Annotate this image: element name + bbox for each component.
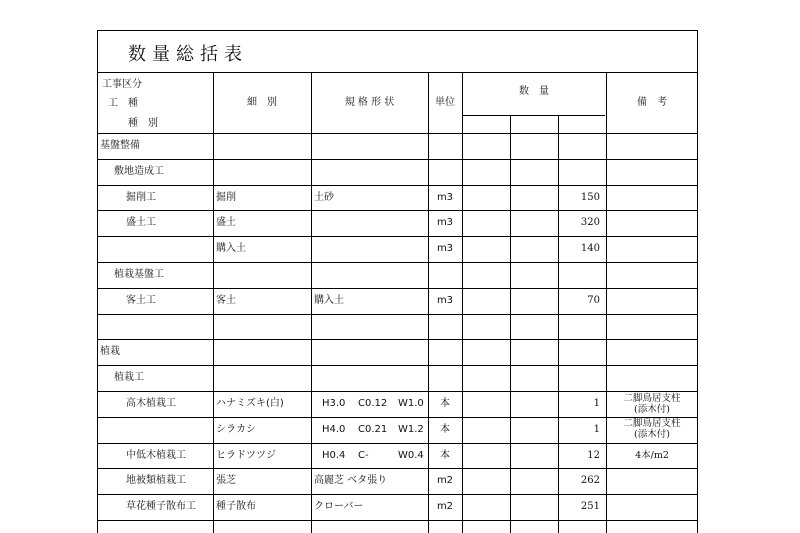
cell-spec: 土砂 [314, 191, 334, 203]
cell-saibetsu: 購入土 [216, 243, 246, 255]
header-shu: 工 種 [108, 98, 138, 109]
cell-kubun: 中低木植栽工 [126, 449, 186, 461]
cell-tani: m3 [436, 243, 454, 255]
cell-saibetsu: 掘削 [216, 191, 236, 203]
row-line [98, 314, 697, 315]
cell-qty: 1 [593, 423, 600, 435]
cell-biko-line1: 二脚鳥居支柱 [623, 418, 681, 430]
col-divider-biko [606, 73, 607, 533]
cell-spec-w: W1.0 [398, 397, 424, 409]
cell-qty: 70 [587, 294, 600, 306]
cell-spec: 高麗芝 ベタ張り [314, 475, 388, 487]
cell-kubun: 高木植栽工 [126, 397, 176, 409]
row-line [98, 443, 697, 444]
cell-kubun: 草花種子散布工 [126, 501, 196, 513]
row-line [98, 159, 697, 160]
cell-qty: 320 [580, 217, 600, 229]
cell-kubun: 植栽 [100, 346, 120, 358]
row-line [98, 365, 697, 366]
cell-kubun: 植栽基盤工 [114, 268, 164, 280]
row-line [98, 520, 697, 521]
col-divider-tani [462, 73, 463, 533]
header-tani: 単位 [435, 97, 455, 108]
cell-kubun: 敷地造成工 [114, 165, 164, 177]
cell-spec-h: H3.0 [322, 397, 346, 409]
cell-tani: m3 [436, 191, 454, 203]
cell-qty: 251 [580, 501, 600, 513]
header-sub-line [462, 115, 605, 116]
row-line [98, 468, 697, 469]
cell-biko-line2: (添木付) [634, 429, 670, 441]
cell-qty: 150 [580, 191, 600, 203]
cell-saibetsu: シラカシ [216, 423, 256, 435]
cell-qty: 1 [593, 397, 600, 409]
col-divider-qty-2 [558, 115, 559, 533]
header-biko: 備 考 [637, 97, 667, 108]
header-kubun: 工事区分 [102, 79, 142, 90]
row-line [98, 210, 697, 211]
cell-spec-c: C0.12 [358, 397, 388, 409]
cell-spec-h: H4.0 [322, 423, 346, 435]
cell-tani: 本 [440, 449, 450, 461]
cell-tani: 本 [440, 423, 450, 435]
cell-qty: 140 [580, 243, 600, 255]
header-suryo: 数 量 [519, 86, 549, 97]
page-title: 数量総括表 [128, 44, 248, 65]
row-line [98, 494, 697, 495]
row-line [98, 288, 697, 289]
cell-qty: 262 [580, 475, 600, 487]
row-line [98, 339, 697, 340]
cell-tani: m2 [436, 501, 454, 513]
row-line [98, 185, 697, 186]
title-box [98, 31, 697, 73]
cell-biko: 4本/m2 [635, 449, 669, 461]
header-bottom-line [98, 133, 697, 134]
cell-biko-line1: 二脚鳥居支柱 [623, 392, 681, 404]
row-line [98, 262, 697, 263]
cell-biko-line2: (添木付) [634, 403, 670, 415]
col-divider-saibetsu [311, 73, 312, 533]
header-kikaku: 規 格 形 状 [344, 97, 395, 108]
col-divider-qty-1 [510, 115, 511, 533]
cell-spec-w: W1.2 [398, 423, 424, 435]
cell-spec-c: C- [358, 449, 369, 461]
cell-tani: m2 [436, 475, 454, 487]
cell-tani: m3 [436, 217, 454, 229]
cell-kubun: 基盤整備 [100, 139, 140, 151]
cell-kubun: 地被類植栽工 [126, 475, 186, 487]
cell-spec: クローバー [314, 501, 364, 513]
cell-spec-w: W0.4 [398, 449, 424, 461]
cell-saibetsu: 張芝 [216, 475, 236, 487]
quantity-summary-sheet [97, 30, 698, 533]
col-divider-kubun [213, 73, 214, 533]
cell-kubun: 掘削工 [126, 191, 156, 203]
cell-saibetsu: ハナミズキ(白) [216, 397, 284, 409]
header-saibetsu: 細 別 [247, 97, 277, 108]
cell-saibetsu: 盛土 [216, 217, 236, 229]
row-line [98, 236, 697, 237]
cell-qty: 12 [587, 449, 600, 461]
cell-tani: 本 [440, 397, 450, 409]
cell-spec-c: C0.21 [358, 423, 388, 435]
cell-kubun: 盛土工 [126, 217, 156, 229]
cell-kubun: 客土工 [126, 294, 156, 306]
cell-tani: m3 [436, 294, 454, 306]
cell-saibetsu: ヒラドツツジ [216, 449, 276, 461]
cell-saibetsu: 客土 [216, 294, 236, 306]
cell-spec-h: H0.4 [322, 449, 346, 461]
cell-saibetsu: 種子散布 [216, 501, 256, 513]
cell-kubun: 植栽工 [114, 372, 144, 384]
header-shubetsu: 種 別 [128, 118, 158, 129]
cell-spec: 購入土 [314, 294, 344, 306]
